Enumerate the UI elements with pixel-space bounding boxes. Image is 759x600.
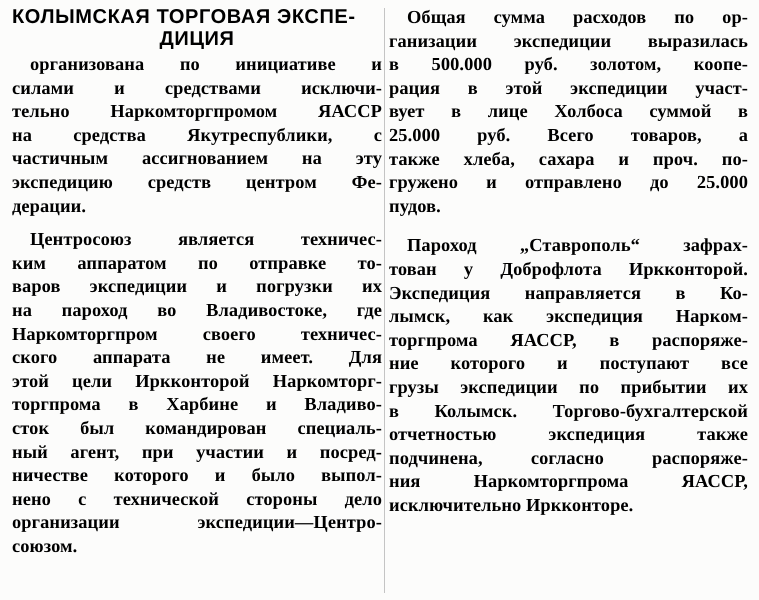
paragraph-line: экспедицию средств центром Фе- [12,171,382,192]
paragraph-line: организована по инициативе и [30,54,382,74]
paragraph-line: в 500.000 руб. золотом, коопе- [389,54,748,75]
paragraph-line: ганизации экспедиции выразилась [389,30,748,51]
paragraph-line: ние которого и поступают все [389,353,748,374]
paragraph-line: в Колымск. Торгово-бухгалтерской [389,400,748,421]
paragraph-line: этой цели Иркконторой Наркомторг- [12,370,382,391]
paragraph-line: торгпрома ЯАССР, в распоряже- [389,329,748,350]
headline-line-1: КОЛЫМСКАЯ ТОРГОВАЯ ЭКСПЕ- [12,6,356,28]
paragraph-line: отчетностью экспедиция также [389,424,748,445]
paragraph-line: дерации. [12,195,87,216]
paragraph-line: организации экспедиции—Центро- [12,512,382,533]
paragraph-line: союзом. [12,535,78,556]
paragraph-line: Общая сумма расходов по ор- [407,7,748,27]
paragraph-line: варов экспедиции и погрузки их [12,276,382,297]
paragraph-line: нено с технической стороны дело [12,488,382,509]
paragraph-line: тельно Наркомторгпромом ЯАССР [12,101,382,122]
paragraph-line: тован у Доброфлота Иркконторой. [389,258,748,279]
paragraph-line: частичным ассигнованием на эту [12,148,382,169]
paragraph-line: Наркомторгпром своего техничес- [12,323,382,344]
paragraph-line: Экспедиция направляется в Ко- [389,282,748,303]
paragraph-line: пудов. [389,195,441,216]
paragraph-line: ния Наркомторгпрома ЯАССР, [389,471,748,492]
paragraph-line: ный агент, при участии и посред- [12,441,382,462]
paragraph-line: грузы экспедиции по прибытии их [389,376,748,397]
paragraph-line: Пароход „Ставрополь“ зафрах- [407,235,748,256]
paragraph-line: 25.000 руб. Всего товаров, а [389,124,748,145]
paragraph-line: ского аппарата не имеет. Для [12,347,382,368]
paragraph-line: рация в этой экспедиции участ- [389,77,748,98]
paragraph-line: на средства Якутреспублики, с [12,124,382,145]
paragraph-line: ким аппаратом по отправке то- [12,252,382,273]
paragraph-line: вует в лице Холбоса суммой в [389,101,748,122]
paragraph-line: также хлеба, сахара и проч. по- [389,148,748,169]
left-column [12,6,382,558]
column-divider [384,8,385,593]
paragraph-line: исключительно Иркконторе. [389,494,634,515]
paragraph-line: лымск, как экспедиция Нарком- [389,306,748,327]
paragraph-line: сток был командирован специаль- [12,417,382,438]
headline-line-2: ДИЦИЯ [159,28,235,50]
paragraph-gap [12,218,382,228]
paragraph-gap [389,218,748,234]
paragraph-line: гружено и отправлено до 25.000 [389,172,748,193]
paragraph-line: ничестве которого и было выпол- [12,465,382,486]
paragraph-line: торгпрома в Харбине и Владиво- [12,394,382,415]
right-column [389,6,748,517]
paragraph-line: подчинена, согласно распоряже- [389,447,748,468]
paragraph-line: на пароход во Владивостоке, где [12,299,382,320]
paragraph-line: Центросоюз является техничес- [30,229,382,250]
paragraph-line: силами и средствами исключи- [12,77,382,98]
